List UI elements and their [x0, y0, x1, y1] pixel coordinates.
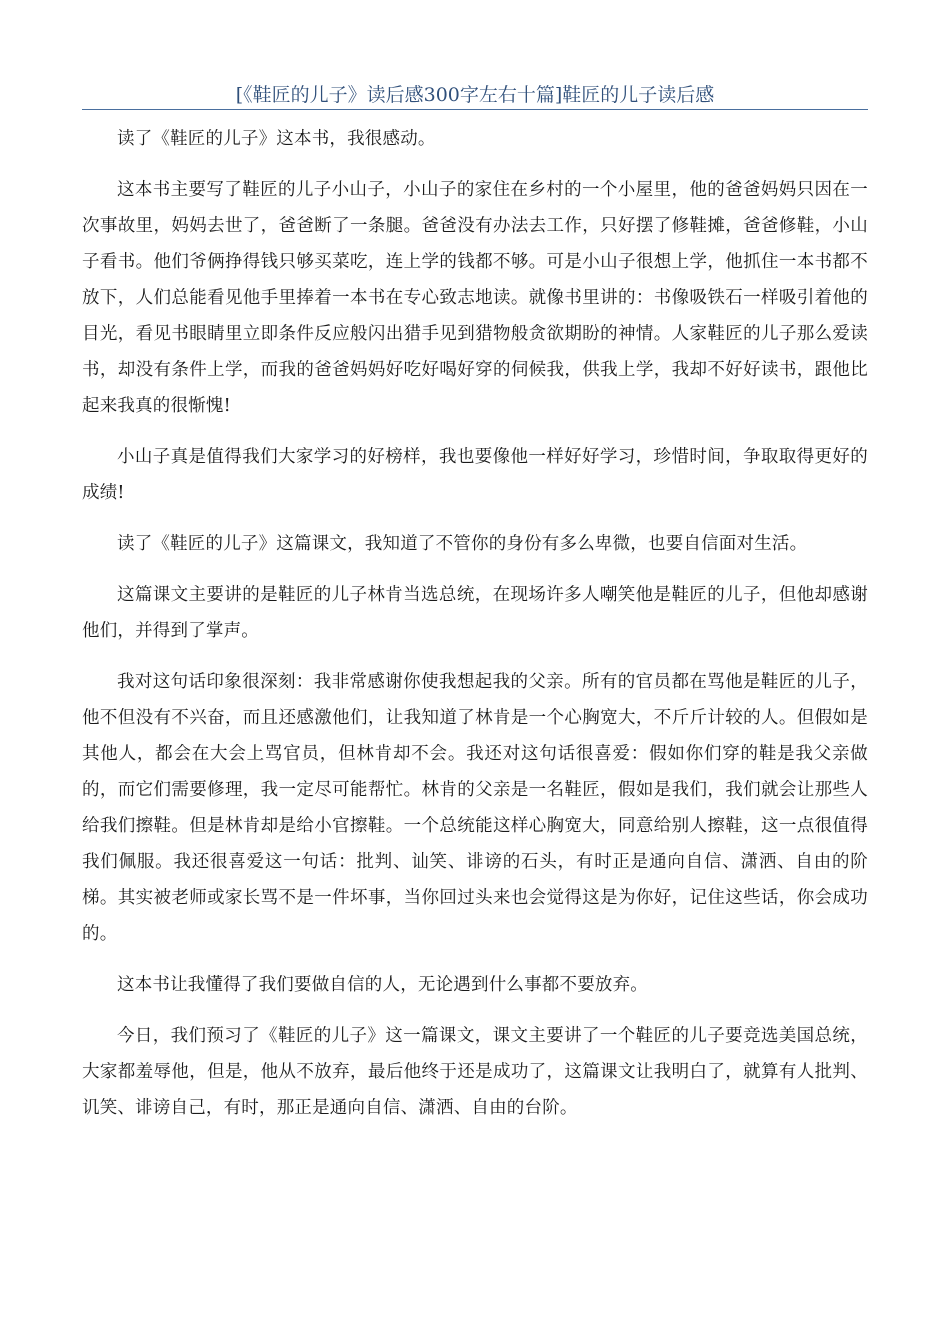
paragraph-6: 我对这句话印象很深刻：我非常感谢你使我想起我的父亲。所有的官员都在骂他是鞋匠的儿子，他不但没有不兴奋，而且还感激他们，让我知道了林肯是一个心胸宽大，不斤斤计较的人。但假如是其他人，都会在大会上骂官员，但林肯却不会。我还对这句话很喜爱：假如你们穿的鞋是我父亲做的，而它们需要修理，我一定尽可能帮忙。林肯的父亲是一名鞋匠，假如是我们，我们就会让那些人给我们擦鞋。但是林肯却是给小官擦鞋。一个总统能这样心胸宽大，同意给别人擦鞋，这一点很值得我们佩服。我还很喜爱这一句话：批判、讪笑、诽谤的石头，有时正是通向自信、潇洒、自由的阶梯。其实被老师或家长骂不是一件坏事，当你回过头来也会觉得这是为你好，记住这些话，你会成功的。: [82, 672, 868, 944]
document-body: [82, 121, 868, 1141]
paragraph-7: 这本书让我懂得了我们要做自信的人，无论遇到什么事都不要放弃。: [117, 975, 648, 995]
header-divider: [82, 109, 868, 110]
paragraph-4: 读了《鞋匠的儿子》这篇课文，我知道了不管你的身份有多么卑微，也要自信面对生活。: [117, 534, 808, 554]
paragraph-5: 这篇课文主要讲的是鞋匠的儿子林肯当选总统，在现场许多人嘲笑他是鞋匠的儿子，但他却感谢他们，并得到了掌声。: [82, 585, 868, 641]
paragraph-1: 读了《鞋匠的儿子》这本书，我很感动。: [117, 129, 436, 149]
document-title: [《鞋匠的儿子》读后感300字左右十篇]鞋匠的儿子读后感: [235, 84, 715, 106]
paragraph-8: 今日，我们预习了《鞋匠的儿子》这一篇课文，课文主要讲了一个鞋匠的儿子要竞选美国总统，大家都羞辱他，但是，他从不放弃，最后他终于还是成功了，这篇课文让我明白了，就算有人批判、讥笑、诽谤自己，有时，那正是通向自信、潇洒、自由的台阶。: [82, 1026, 868, 1118]
paragraph-2: 这本书主要写了鞋匠的儿子小山子，小山子的家住在乡村的一个小屋里，他的爸爸妈妈只因在一次事故里，妈妈去世了，爸爸断了一条腿。爸爸没有办法去工作，只好摆了修鞋摊，爸爸修鞋，小山子看书。他们爷俩挣得钱只够买菜吃，连上学的钱都不够。可是小山子很想上学，他抓住一本书都不放下，人们总能看见他手里捧着一本书在专心致志地读。就像书里讲的：书像吸铁石一样吸引着他的目光，看见书眼睛里立即条件反应般闪出猎手见到猎物般贪欲期盼的神情。人家鞋匠的儿子那么爱读书，却没有条件上学，而我的爸爸妈妈好吃好喝好穿的伺候我，供我上学，我却不好好读书，跟他比起来我真的很惭愧!: [82, 180, 868, 416]
paragraph-3: 小山子真是值得我们大家学习的好榜样，我也要像他一样好好学习，珍惜时间，争取取得更好的成绩!: [82, 447, 868, 503]
